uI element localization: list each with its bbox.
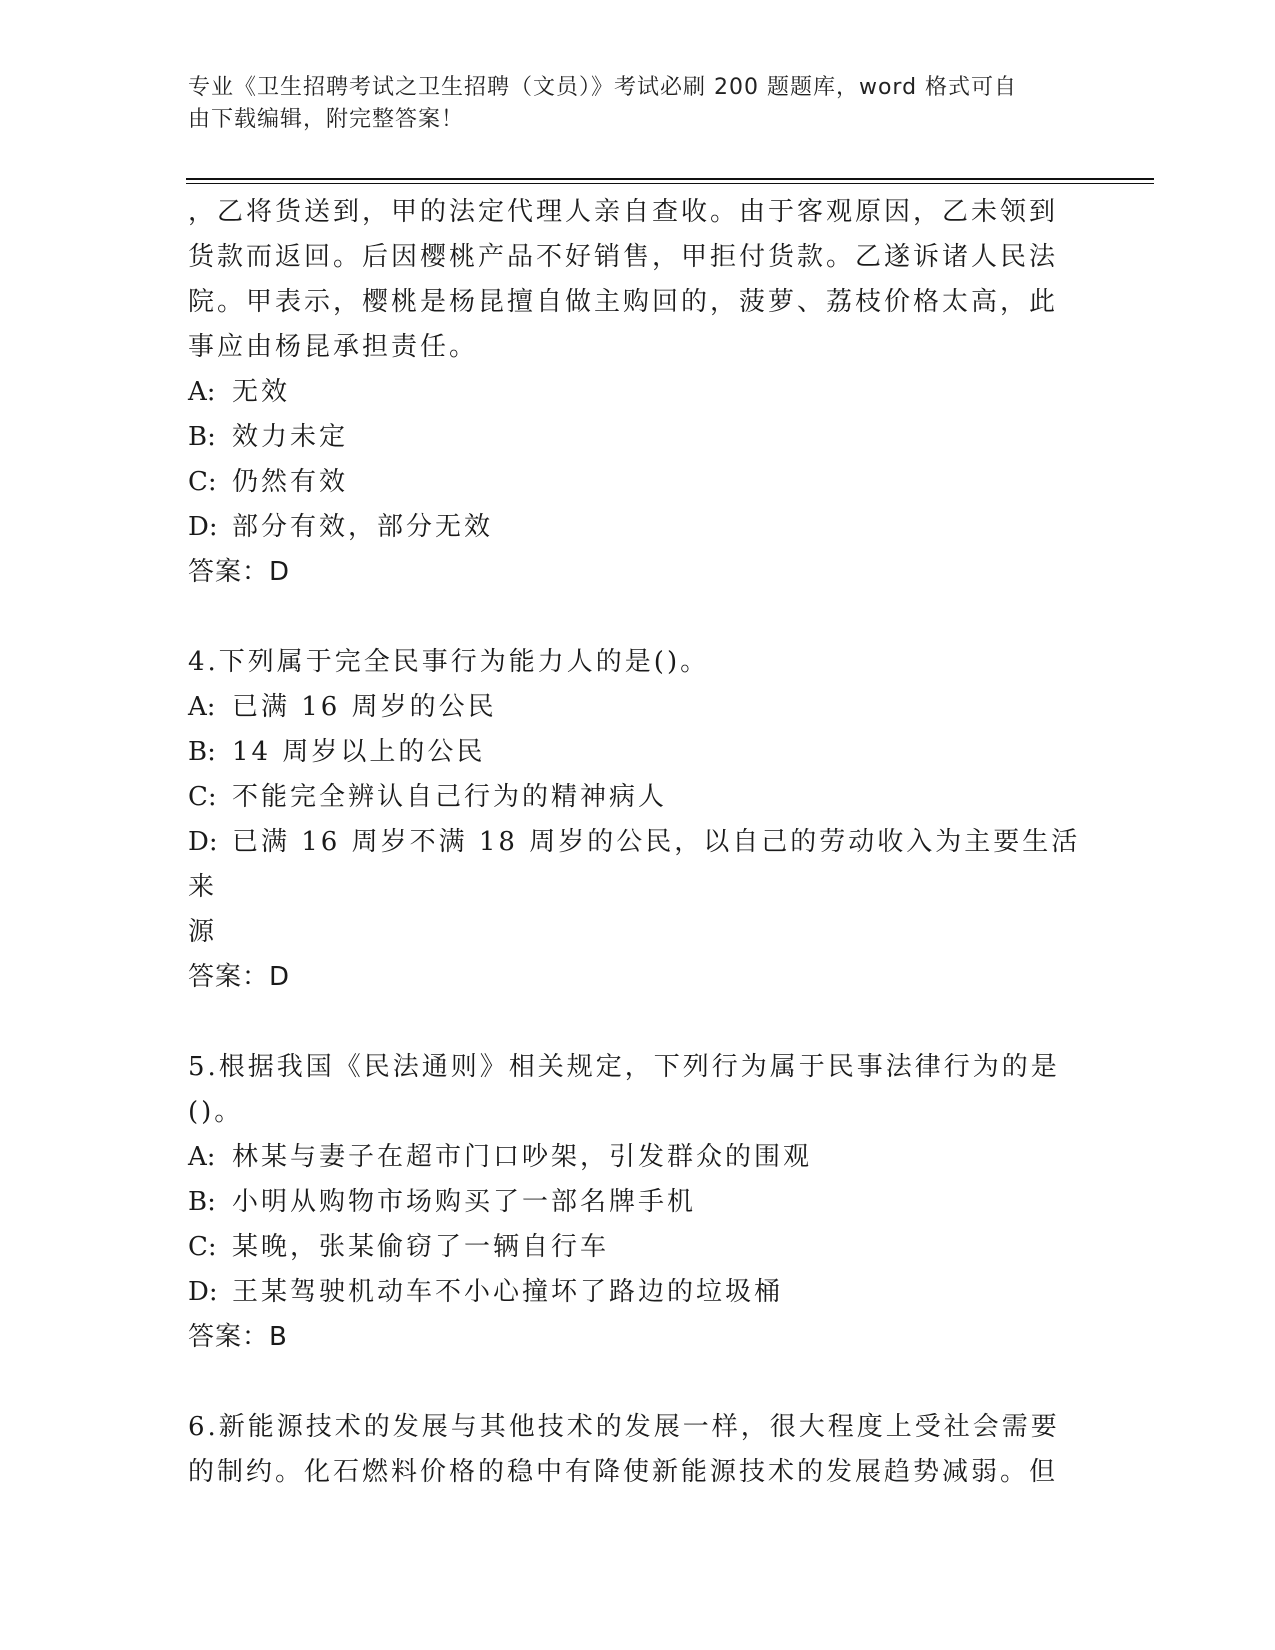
option-b — [188, 730, 1088, 775]
document-header — [188, 72, 1068, 136]
option-c — [188, 1225, 1088, 1270]
option-d — [188, 505, 1088, 550]
option-b — [188, 415, 1088, 460]
question-4 — [188, 640, 1088, 1000]
option-d-continued: 源 — [188, 917, 218, 947]
answer: 答案：D — [188, 557, 291, 587]
option-letter: B: — [188, 1187, 216, 1217]
option-text: 不能完全辨认自己行为的精神病人 — [232, 782, 668, 812]
option-letter: C: — [188, 782, 217, 812]
option-letter: D: — [188, 512, 218, 542]
option-text: 仍然有效 — [232, 467, 349, 497]
option-letter: D: — [188, 1277, 218, 1307]
option-text: 王某驾驶机动车不小心撞坏了路边的垃圾桶 — [232, 1277, 784, 1307]
question-6 — [188, 1405, 1088, 1495]
option-letter: D: — [188, 827, 218, 857]
question-text-line: 4.下列属于完全民事行为能力人的是()。 — [188, 647, 710, 677]
option-c — [188, 775, 1088, 820]
option-letter: A: — [188, 1142, 216, 1172]
question-5 — [188, 1045, 1088, 1360]
header-line-2: 由下载编辑，附完整答案！ — [188, 107, 465, 132]
option-a — [188, 370, 1088, 415]
option-letter: C: — [188, 1232, 217, 1262]
option-text: 效力未定 — [232, 422, 349, 452]
header-rule-thin — [186, 183, 1154, 184]
question-text-line: 6.新能源技术的发展与其他技术的发展一样，很大程度上受社会需要 — [188, 1412, 1060, 1442]
option-d — [188, 1270, 1088, 1315]
option-text: 14 周岁以上的公民 — [232, 737, 486, 767]
answer: 答案：B — [188, 1322, 288, 1352]
option-a — [188, 685, 1088, 730]
question-text-line: 的制约。化石燃料价格的稳中有降使新能源技术的发展趋势减弱。但 — [188, 1457, 1059, 1487]
question-text-line: 院。甲表示，樱桃是杨昆擅自做主购回的，菠萝、荔枝价格太高，此 — [188, 287, 1059, 317]
question-text-line: ()。 — [188, 1097, 244, 1127]
answer: 答案：D — [188, 962, 291, 992]
option-letter: C: — [188, 467, 217, 497]
option-letter: A: — [188, 692, 216, 722]
option-text: 小明从购物市场购买了一部名牌手机 — [232, 1187, 697, 1217]
header-line-1: 专业《卫生招聘考试之卫生招聘（文员）》考试必刷 200 题题库，word 格式可自 — [188, 75, 1018, 100]
question-3-continued — [188, 190, 1088, 595]
header-rule-thick — [186, 178, 1154, 180]
option-text: 已满 16 周岁不满 18 周岁的公民，以自己的劳动收入为主要生活来 — [188, 827, 1081, 902]
option-text: 无效 — [232, 377, 291, 407]
option-b — [188, 1180, 1088, 1225]
document-body — [188, 190, 1088, 1495]
question-text-line: 事应由杨昆承担责任。 — [188, 332, 479, 362]
question-text-line: 货款而返回。后因樱桃产品不好销售，甲拒付货款。乙遂诉诸人民法 — [188, 242, 1059, 272]
option-text: 某晚，张某偷窃了一辆自行车 — [232, 1232, 610, 1262]
option-text: 已满 16 周岁的公民 — [232, 692, 497, 722]
option-letter: B: — [188, 422, 216, 452]
option-letter: B: — [188, 737, 216, 767]
option-text: 林某与妻子在超市门口吵架，引发群众的围观 — [232, 1142, 813, 1172]
question-text-line: 5.根据我国《民法通则》相关规定，下列行为属于民事法律行为的是 — [188, 1052, 1060, 1082]
option-c — [188, 460, 1088, 505]
option-text: 部分有效，部分无效 — [232, 512, 494, 542]
question-text-line: ，乙将货送到，甲的法定代理人亲自查收。由于客观原因，乙未领到 — [188, 197, 1059, 227]
option-letter: A: — [188, 377, 216, 407]
option-a — [188, 1135, 1088, 1180]
option-d — [188, 820, 1088, 910]
